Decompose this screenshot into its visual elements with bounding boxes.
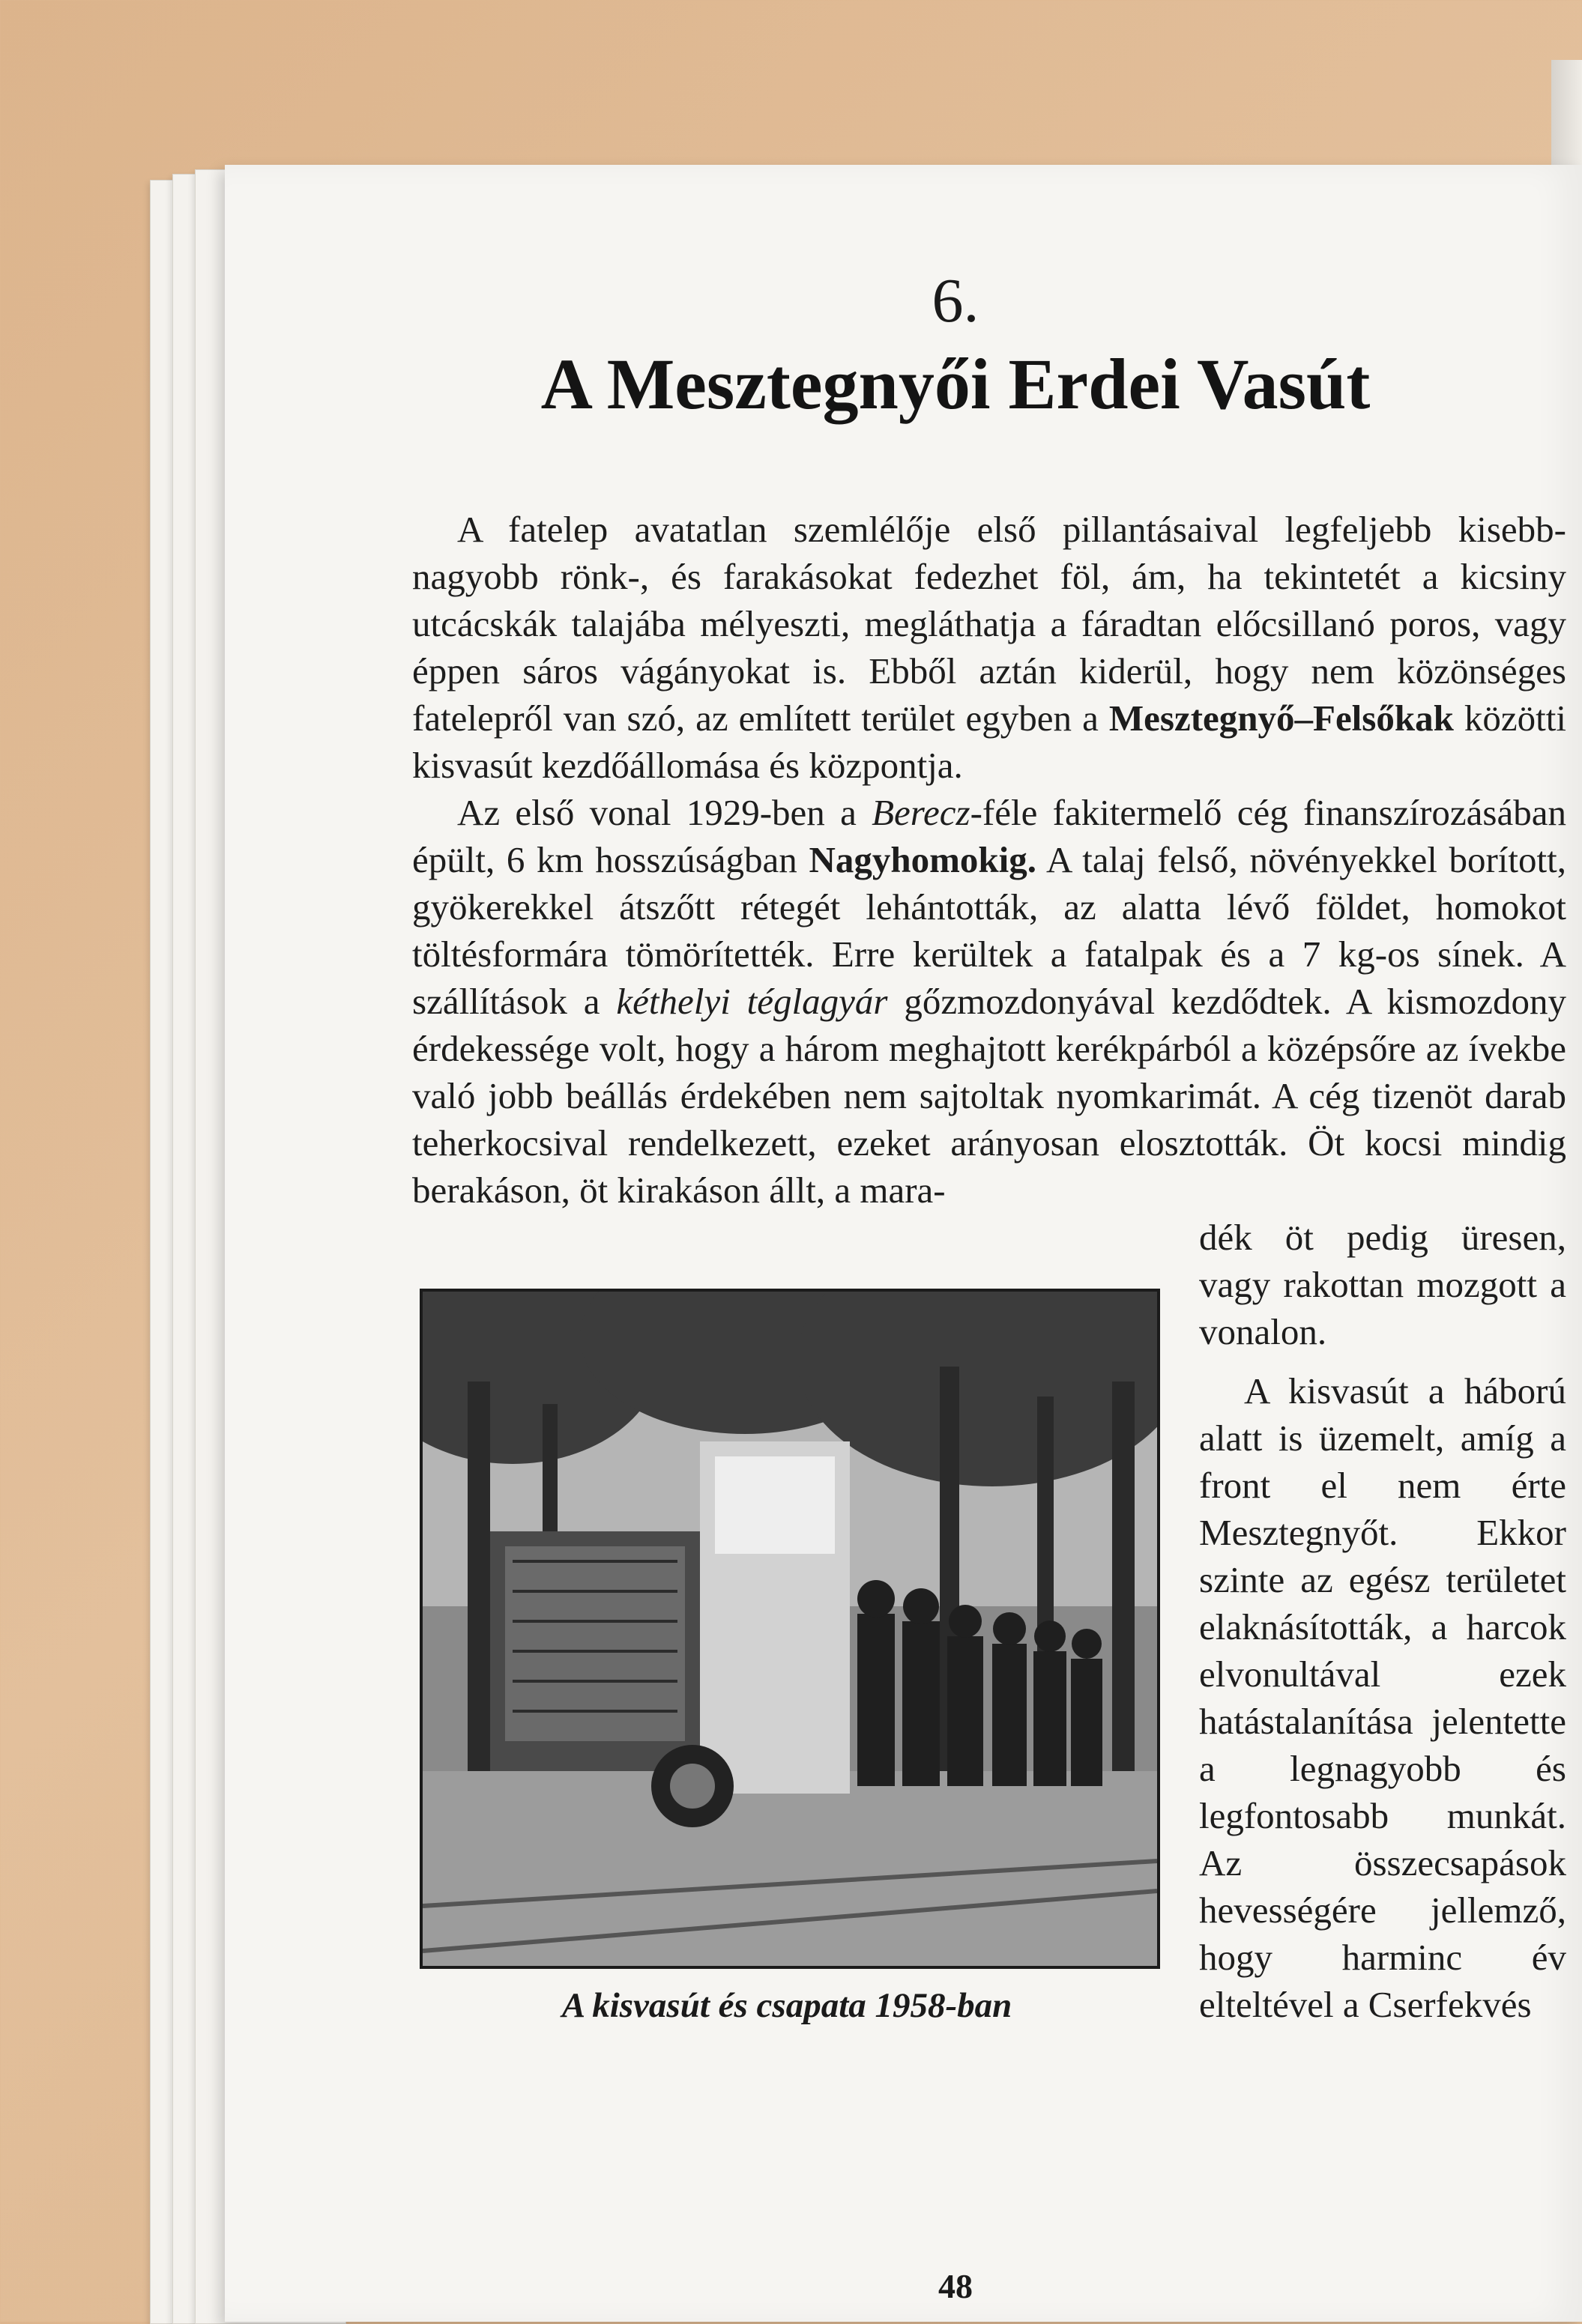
book-page [225,165,1582,2322]
paragraph-2-text-a: Az első vonal 1929-ben a [457,792,872,833]
paragraph-1-text-b: közötti kisvasút kezdőállomása és központja. [412,697,1566,786]
paragraph-2-italic-teglagyar: kéthelyi téglagyár [616,981,888,1022]
paragraph-2-italic-berecz: Berecz [872,792,970,833]
historical-photo [420,1289,1160,1969]
photo-illustration [423,1292,1157,1966]
paragraph-2-text-c: A talaj felső, növényekkel borított, gyökerekkel átszőtt rétegét lehántották, az alatta lévő földet, homokot töltésformára tömörítették. Erre kerültek a fatalpak és a 7 kg-os sínek. A szállítások a [412,839,1567,1022]
paragraph-1-bold-term: Mesztegnyő–Felsőkak [1108,697,1454,739]
paragraph-2 [412,789,1566,1214]
paragraph-2-bold-term: Nagyhomokig. [809,839,1037,880]
paragraph-2-text-b: -féle fakitermelő cég finanszírozásában épült, 6 km hosszúságban [412,792,1566,880]
page-number: 48 [938,2267,973,2305]
chapter-number: 6. [932,266,979,336]
paragraph-1-text-a: A fatelep avatatlan szemlélője első pillantásaival legfeljebb kisebb-nagyobb rönk-, és farakásokat fedezhet föl, ám, ha tekintetét a kicsiny utcácskák talajába mélyeszti, megláthatja a fáradtan előcsillanó poros, vagy éppen sáros vágányokat is. Ebből aztán kiderül, hogy nem közönséges fatelepről van szó, az említett terület egyben a [412,509,1566,739]
photo-caption: A kisvasút és csapata 1958-ban [561,1986,1012,2025]
paragraph-2-text-d: gőzmozdonyával kezdődtek. A kismozdony érdekessége volt, hogy a három meghajtott kerékpárból a középsőre az ívekbe való jobb beállás érdekében nem sajtoltak nyomkarimát. A cég tizenöt darab teherkocsival rendelkezett, ezeket arányosan elosztották. Öt kocsi mindig berakáson, öt kirakáson állt, a mara- [412,981,1566,1211]
paragraph-3: A kisvasút a háború alatt is üzemelt, amíg a front el nem érte Mesztegnyőt. Ekkor szinte az egész területet elaknásították, a harcok elvonultával ezek hatástalanítása jelentette a legnagyobb és legfontosabb munkát. Az összecsapások hevességére jellemző, hogy harminc év elteltével a Cserfekvés [1199,1370,1566,2025]
paragraph-1 [412,506,1566,789]
chapter-title: A Mesztegnyői Erdei Vasút [540,344,1371,424]
paragraph-2-continuation: dék öt pedig üresen, vagy rakottan mozgott a vonalon. [1199,1217,1566,1352]
